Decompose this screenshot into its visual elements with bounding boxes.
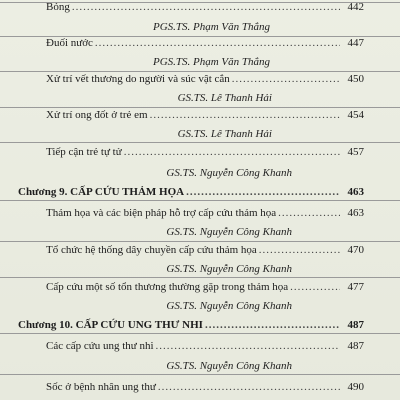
toc-entry (46, 1, 364, 14)
entry-title: Các cấp cứu ung thư nhi (46, 340, 154, 352)
chapter-heading (18, 186, 364, 199)
entry-title: Thảm họa và các biện pháp hỗ trợ cấp cứu thảm họa (46, 207, 277, 219)
leader-dots (259, 244, 340, 257)
separator-line (0, 200, 400, 201)
entry-page: 454 (347, 109, 364, 121)
entry-author: GS.TS. Lê Thanh Hải (177, 92, 272, 104)
entry-page: 490 (347, 381, 364, 393)
leader-dots (95, 37, 340, 50)
toc-entry (46, 244, 364, 257)
entry-author: GS.TS. Nguyễn Công Khanh (166, 263, 292, 275)
entry-page: 477 (347, 281, 364, 293)
chapter-title: Chương 10. CẤP CỨU UNG THƯ NHI (18, 319, 203, 331)
toc-entry (46, 37, 364, 50)
toc-entry (46, 207, 364, 220)
entry-title: Tiếp cận trẻ tự tử (46, 146, 122, 158)
leader-dots (156, 340, 340, 353)
entry-page: 442 (347, 1, 364, 13)
chapter-page: 463 (347, 186, 364, 198)
entry-title: Tổ chức hệ thống dây chuyền cấp cứu thảm họa (46, 244, 257, 256)
leader-dots (205, 319, 340, 332)
leader-dots (232, 73, 340, 86)
separator-line (0, 142, 400, 143)
toc-entry (46, 146, 364, 159)
toc-entry (46, 109, 364, 122)
entry-title: Bỏng (46, 1, 70, 13)
chapter-title: Chương 9. CẤP CỨU THẢM HỌA (18, 186, 185, 198)
leader-dots (124, 146, 340, 159)
toc-entry (46, 281, 364, 294)
separator-line (0, 71, 400, 72)
entry-page: 463 (347, 207, 364, 219)
separator-line (0, 277, 400, 278)
separator-line (0, 374, 400, 375)
entry-author: GS.TS. Nguyễn Công Khanh (166, 360, 292, 372)
leader-dots (290, 281, 340, 294)
entry-title: Cấp cứu một số tổn thương thường gặp trong thảm họa (46, 281, 289, 293)
separator-line (0, 241, 400, 242)
entry-page: 487 (347, 340, 364, 352)
entry-author: GS.TS. Nguyễn Công Khanh (166, 300, 292, 312)
leader-dots (150, 109, 340, 122)
entry-page: 450 (347, 73, 364, 85)
separator-line (0, 107, 400, 108)
leader-dots (158, 381, 340, 394)
entry-title: Đuối nước (46, 37, 93, 49)
chapter-page: 487 (347, 319, 364, 331)
chapter-heading (18, 319, 364, 332)
entry-page: 470 (347, 244, 364, 256)
entry-author: PGS.TS. Phạm Văn Thắng (152, 21, 270, 33)
leader-dots (278, 207, 340, 220)
toc-entry (46, 73, 364, 86)
leader-dots (72, 1, 340, 14)
entry-author: GS.TS. Nguyễn Công Khanh (166, 167, 292, 179)
toc-entry (46, 340, 364, 353)
separator-line (0, 333, 400, 334)
entry-title: Xử trí vết thương do người và súc vật cắn (46, 73, 230, 85)
entry-page: 457 (347, 146, 364, 158)
toc-entry (46, 381, 364, 394)
entry-author: GS.TS. Lê Thanh Hải (177, 128, 272, 140)
entry-author: GS.TS. Nguyễn Công Khanh (166, 226, 292, 238)
entry-title: Sốc ở bệnh nhân ung thư (46, 381, 156, 393)
leader-dots (186, 186, 340, 199)
entry-title: Xử trí ong đốt ở trẻ em (46, 109, 148, 121)
entry-author: PGS.TS. Phạm Văn Thắng (152, 56, 270, 68)
entry-page: 447 (347, 37, 364, 49)
